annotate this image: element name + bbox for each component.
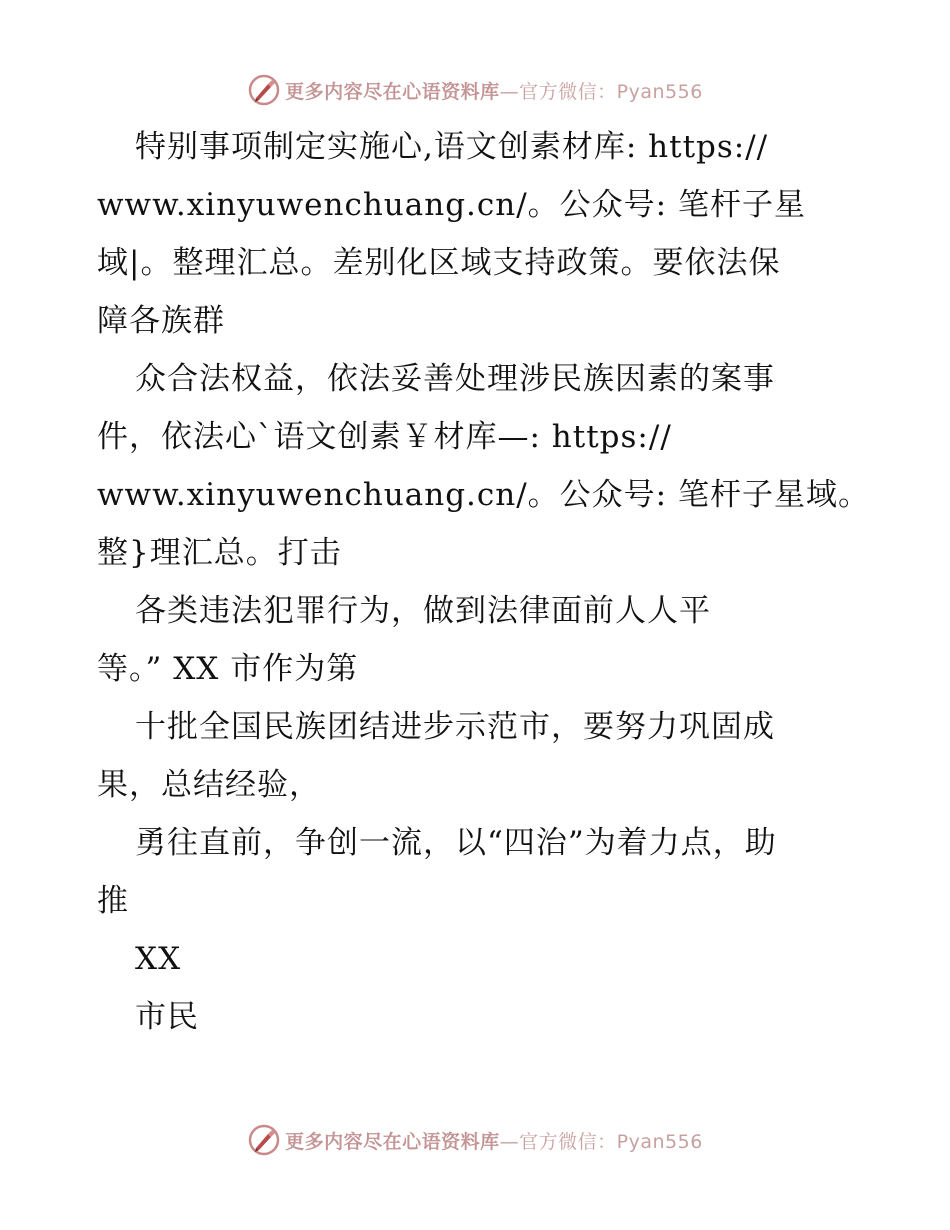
- text-line: www.xinyuwenchuang.cn/。公众号: 笔杆子星域。: [97, 477, 870, 513]
- header-banner: [0, 70, 950, 110]
- text-line: www.xinyuwenchuang.cn/。公众号: 笔杆子星: [97, 187, 806, 223]
- header-banner-text: 更多内容尽在心语资料库—官方微信：Pyan556: [285, 80, 703, 103]
- text-line: 域|。整理汇总。差别化区域支持政策。要依法保: [97, 245, 781, 281]
- text-line: 障各族群: [97, 303, 225, 339]
- pen-circle-logo-icon: [247, 1123, 281, 1157]
- text-line: XX: [135, 941, 182, 977]
- text-line: 特别事项制定实施心,语文创素材库: https://: [135, 129, 769, 165]
- text-line: 勇往直前，争创一流，以“四治”为着力点，助: [135, 825, 777, 861]
- document-body: [97, 118, 870, 1046]
- text-line: 众合法权益，依法妥善处理涉民族因素的案事: [135, 361, 775, 397]
- text-line: 各类违法犯罪行为，做到法律面前人人平: [135, 593, 711, 629]
- footer-banner-text: 更多内容尽在心语资料库—官方微信：Pyan556: [285, 1130, 703, 1153]
- text-line: 推: [97, 883, 129, 919]
- text-line: 等。” XX 市作为第: [97, 651, 359, 687]
- text-line: 十批全国民族团结进步示范市，要努力巩固成: [135, 709, 775, 745]
- footer-banner: [0, 1120, 950, 1160]
- text-line: 果，总结经验，: [97, 767, 321, 803]
- text-line: 件，依法心`语文创素￥材库—: https://: [97, 419, 672, 455]
- text-line: 整}理汇总。打击: [97, 535, 342, 571]
- text-line: 市民: [135, 999, 199, 1035]
- pen-circle-logo-icon: [247, 73, 281, 107]
